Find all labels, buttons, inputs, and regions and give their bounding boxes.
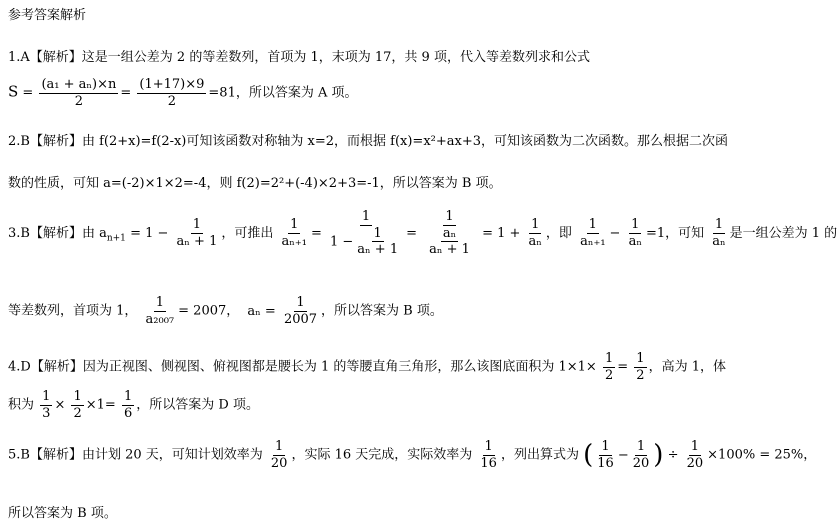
q4-fraction-3: $\frac{1}{3}$: [42, 389, 51, 421]
q3-fraction-8: $\frac{1}{\text{aₙ}}$: [712, 217, 726, 249]
q5-mid2: ，列出算式为: [500, 447, 579, 463]
q4-mid: ×1=: [85, 397, 116, 413]
q3-an: aₙ =: [247, 303, 276, 319]
q1-formula: S = $\frac{\text{(a₁ + aₙ)×n}}{2}$ = $\frac{(1+17)\times 9}{2}$ =81，所以答案为 A 项。: [8, 77, 358, 109]
q3-line2-tail: ，所以答案为 B 项。: [321, 303, 443, 319]
q2-line1: 2.B【解析】由 f(2+x)=f(2-x)可知该函数对称轴为 x=2，而根据 f(x)=x²+ax+3，可知该函数为二次函数。那么根据二次函: [8, 134, 729, 149]
q5-minus: −: [617, 447, 629, 463]
q3-fraction-9: $\frac{1}{\text{a₂₀₀₇}}$: [145, 295, 175, 327]
q3-fraction-4: $\frac{1}{\frac{\text{aₙ}}{\text{aₙ + 1}}}$: [429, 209, 470, 258]
q4-times: ×: [54, 397, 66, 413]
q4-line2-pre: 积为: [8, 397, 35, 413]
q4-fraction-5: $\frac{1}{6}$: [123, 389, 133, 421]
q3-line2-pre: 等差数列，首项为 1，: [8, 303, 138, 319]
q2-line2: 数的性质，可知 a=(-2)×1×2=-4，则 f(2)=2²+(-4)×2+3=-1，所以答案为 B 项。: [8, 176, 502, 191]
q5-mid1: ，实际 16 天完成，实际效率为: [291, 447, 473, 463]
q3-eq-plus: = 1 +: [482, 225, 521, 241]
q3-fraction-2: $\frac{1}{\text{aₙ₊₁}}$: [281, 217, 307, 249]
q3-fraction-5: $\frac{1}{\text{aₙ}}$: [528, 217, 542, 249]
q4-eq: =: [617, 359, 629, 375]
q5-parenthesis-group: ( $\frac{1}{16}$ − $\frac{1}{20}$ ): [583, 439, 664, 471]
q1-fraction-2: $\frac{(1+17)\times 9}{2}$: [139, 77, 205, 109]
q5-fraction-3: $\frac{1}{16}$: [597, 439, 614, 471]
q3-fraction-10: $\frac{1}{2007}$: [283, 295, 318, 327]
q3-fraction-7: $\frac{1}{\text{aₙ}}$: [628, 217, 642, 249]
q3-mid1: ，可推出: [221, 225, 274, 241]
q3-fraction-1: $\frac{1}{\text{aₙ + 1}}$: [176, 217, 218, 249]
q5-tail: ×100% = 25%，: [707, 447, 817, 463]
q3-eq1: = 1 −: [130, 225, 169, 241]
q5-line1: [8, 440, 816, 470]
q5-fraction-2: $\frac{1}{16}$: [480, 439, 497, 471]
q1-tail: =81，所以答案为 A 项。: [208, 85, 358, 101]
q1-fraction-1: $\frac{\text{(a₁ + aₙ)×n}}{2}$: [41, 77, 117, 109]
q3-eq-2007: = 2007，: [178, 303, 240, 319]
q5-fraction-1: $\frac{1}{20}$: [270, 439, 288, 471]
q1-line1: 1.A【解析】这是一组公差为 2 的等差数列，首项为 1，末项为 17，共 9 项，代入等差数列求和公式: [8, 50, 590, 65]
q4-line1-pre: 4.D【解析】因为正视图、侧视图、俯视图都是腰长为 1 的等腰直角三角形，那么该图底面积为 1×1×: [8, 359, 597, 375]
q3-line1: 3.B【解析】由 $a_{n+1} = 1$ − $\frac{1}{\text{aₙ + 1}}$ ，可推出 $\frac{1}{\text{aₙ₊₁}}$ = 1 1 − $\frac{1}{\text{aₙ + 1}}$ = $\frac{1}{\frac{\text{aₙ}}{\text{aₙ + 1}}}$ = 1 + $\frac{1}{\text{aₙ}}$ ，即 $\frac{1}{\text{aₙ₊₁}}$ − $\frac{1}{\text{aₙ}}$ =1，可知 $\frac{1}{\text{aₙ}}$ 是一组公差为 1 的: [8, 209, 837, 258]
q3-prefix: 3.B【解析】由 a: [8, 225, 107, 241]
q4-line1-tail: ，高为 1，体: [648, 359, 726, 375]
q3-mid2: ，即: [545, 225, 572, 241]
q3-sub: n+1: [106, 233, 126, 244]
page-title: 参考答案解析: [8, 8, 87, 23]
q5-fraction-5: $\frac{1}{20}$: [686, 439, 704, 471]
q3-fraction-6: $\frac{1}{\text{aₙ₊₁}}$: [580, 217, 606, 249]
q3-fraction-3: 1 1 − $\frac{1}{\text{aₙ + 1}}$: [329, 209, 399, 258]
q4-line2: [8, 390, 259, 420]
q5-fraction-4: $\frac{1}{20}$: [632, 439, 650, 471]
q5-pre: 5.B【解析】由计划 20 天，可知计划效率为: [8, 447, 263, 463]
q3-tail: 是一组公差为 1 的: [729, 225, 837, 241]
q3-mid3: =1，可知: [645, 225, 705, 241]
q4-fraction-1: $\frac{1}{2}$: [604, 351, 614, 383]
q4-fraction-4: $\frac{1}{2}$: [73, 389, 82, 421]
q4-line2-tail: ，所以答案为 D 项。: [136, 397, 259, 413]
q4-line1: [8, 352, 726, 382]
q4-fraction-2: $\frac{1}{2}$: [636, 351, 645, 383]
q5-div: ÷: [667, 447, 679, 463]
q3-minus: −: [609, 225, 621, 241]
q5-line2: 所以答案为 B 项。: [8, 506, 117, 521]
q3-line2: [8, 296, 443, 326]
q1-s-label: S: [8, 82, 19, 101]
